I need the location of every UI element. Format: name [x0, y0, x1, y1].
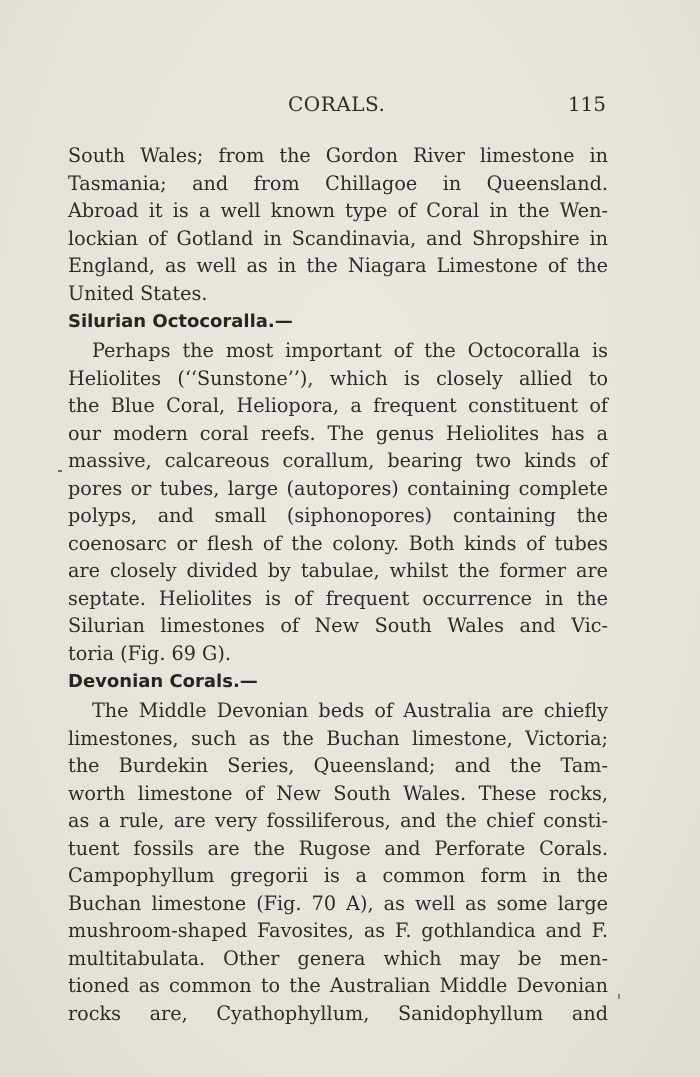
text-line: Abroad it is a well known type of Coral in the Wen-: [68, 199, 608, 222]
text-line: The Middle Devonian beds of Australia are chiefly: [92, 699, 608, 722]
text-line: Perhaps the most important of the Octocoralla is: [92, 339, 608, 362]
stray-mark: [618, 994, 620, 999]
text-line: South Wales; from the Gordon River limestone in: [68, 144, 608, 167]
text-line: the Burdekin Series, Queensland; and the Tam-: [68, 754, 608, 777]
text-line: lockian of Gotland in Scandinavia, and Shropshire in: [68, 226, 608, 250]
text-line: Silurian limestones of New South Wales and Vic-: [68, 614, 608, 637]
text-line: Campophyllum gregorii is a common form in the: [68, 864, 608, 887]
page-number: 115: [567, 92, 606, 116]
text-line: United States.: [68, 281, 208, 305]
text-line: multitabulata. Other genera which may be men-: [68, 946, 608, 970]
text-line: toria (Fig. 69 G).: [68, 641, 231, 665]
text-line: septate. Heliolites is of frequent occurrence in the: [68, 586, 608, 610]
body-text: [68, 142, 608, 1027]
running-head: CORALS.: [288, 92, 386, 116]
text-line: are closely divided by tabulae, whilst the former are: [68, 559, 608, 582]
stray-mark: [58, 470, 62, 472]
text-line: polyps, and small (siphonopores) containing the: [68, 504, 608, 527]
text-line: Heliolites (‘‘Sunstone’’), which is closely allied to: [68, 366, 608, 390]
text-line: England, as well as in the Niagara Limestone of the: [68, 254, 608, 277]
section-heading-devonian: Devonian Corals.—: [68, 671, 258, 692]
text-line: our modern coral reefs. The genus Heliolites has a: [68, 421, 608, 445]
text-line: massive, calcareous corallum, bearing two kinds of: [68, 449, 608, 472]
page-header: [68, 92, 608, 120]
section-heading-silurian: Silurian Octocoralla.—: [68, 311, 293, 332]
text-line: Buchan limestone (Fig. 70 A), as well as some large: [68, 891, 608, 915]
text-line: tuent fossils are the Rugose and Perforate Corals.: [68, 836, 608, 860]
text-line: tioned as common to the Australian Middle Devonian: [68, 974, 608, 997]
text-line: coenosarc or flesh of the colony. Both kinds of tubes: [68, 531, 608, 555]
text-line: Tasmania; and from Chillagoe in Queensland.: [68, 171, 608, 195]
text-line: mushroom-shaped Favosites, as F. gothlandica and F.: [68, 919, 608, 942]
text-line: limestones, such as the Buchan limestone, Victoria;: [68, 726, 608, 750]
text-line: as a rule, are very fossiliferous, and the chief consti-: [68, 809, 608, 832]
text-line: rocks are, Cyathophyllum, Sanidophyllum and: [68, 1001, 608, 1025]
text-line: pores or tubes, large (autopores) containing complete: [68, 476, 608, 500]
text-line: worth limestone of New South Wales. These rocks,: [68, 781, 608, 805]
text-line: the Blue Coral, Heliopora, a frequent constituent of: [68, 394, 608, 417]
